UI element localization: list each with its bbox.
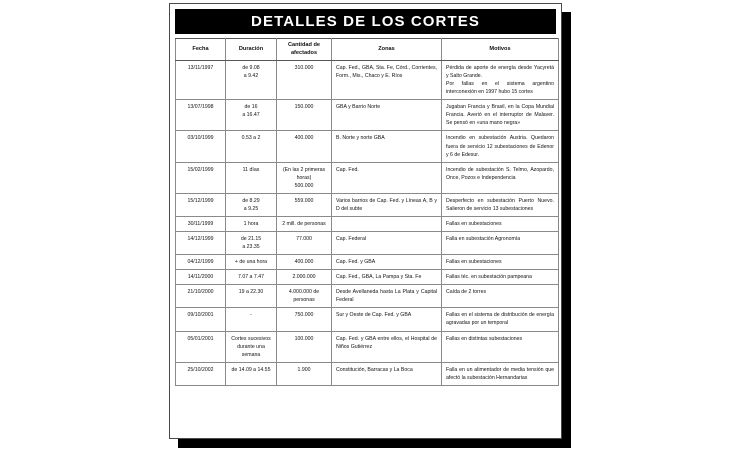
cell-fecha: 14/11/2000 [176,270,226,285]
table-row [176,131,559,162]
cell-fecha: 09/10/2001 [176,308,226,331]
cell-motivos: Fallas téc. en subestación pampeana [442,270,559,285]
cell-cantidad: 2 mill. de personas [277,216,332,231]
cell-duracion: de 9.08 a 9.42 [226,61,277,100]
cell-motivos: Incendio de subestación S. Telmo, Azopardo, Once, Pozos e Independencia [442,162,559,193]
table-body [176,61,559,386]
cell-cantidad: 559.000 [277,193,332,216]
cell-cantidad: 150.000 [277,100,332,131]
column-header-motivos: Motivos [442,39,559,61]
table-row [176,362,559,385]
cell-motivos: Falla en un alimentador de media tensión que afectó la subestación Hernandarias [442,362,559,385]
cell-cantidad: 4.000.000 de personas [277,285,332,308]
table-row [176,100,559,131]
cell-motivos: Falla en subestación Agronomía [442,232,559,255]
cell-zonas: B. Norte y norte GBA [332,131,442,162]
cell-duracion: + de una hora [226,255,277,270]
cell-cantidad: 310.000 [277,61,332,100]
cell-zonas: Cap. Fed. [332,162,442,193]
cell-duracion: de 16 a 16.47 [226,100,277,131]
table-row [176,331,559,362]
cell-zonas: Varios barrios de Cap. Fed. y Líneas A, B y D del subte [332,193,442,216]
cell-cantidad: 1.900 [277,362,332,385]
cell-fecha: 03/10/1999 [176,131,226,162]
cell-duracion: de 14.09 a 14.55 [226,362,277,385]
table-row [176,61,559,100]
cell-zonas: Constitución, Barracas y La Boca [332,362,442,385]
cell-zonas: Cap. Fed., GBA, La Pampa y Sta. Fe [332,270,442,285]
table-header [176,39,559,61]
cell-zonas: GBA y Barrio Norte [332,100,442,131]
cell-fecha: 04/12/1999 [176,255,226,270]
column-header-zonas: Zonas [332,39,442,61]
cell-zonas: Cap. Federal [332,232,442,255]
cell-fecha: 14/12/1999 [176,232,226,255]
cell-motivos: Fallas en subestaciones [442,255,559,270]
cell-zonas: Cap. Fed. y GBA [332,255,442,270]
cell-fecha: 15/02/1999 [176,162,226,193]
table-frame [169,3,562,439]
cell-zonas: Sur y Oeste de Cap. Fed. y GBA [332,308,442,331]
column-header-duracion: Duración [226,39,277,61]
cell-fecha: 13/07/1998 [176,100,226,131]
cell-duracion: 19 a 22.30 [226,285,277,308]
cell-fecha: 05/01/2001 [176,331,226,362]
cell-motivos: Pérdida de aporte de energía desde Yacyretá y Salto Grande. Por fallas en el sistema argentino interconexión en 1997 hubo 15 cortes [442,61,559,100]
cell-zonas: Desde Avellaneda hasta La Plata y Capital Federal [332,285,442,308]
table-header-row [176,39,559,61]
title-banner [175,9,556,34]
cell-motivos: Jugaban Francia y Brasil, en la Copa Mundial Francia. Averió en el interruptor de Malaver. Se pensó en «una mano negra» [442,100,559,131]
column-header-cantidad: Cantidad de afectados [277,39,332,61]
cell-duracion: 0.53 a 2 [226,131,277,162]
cell-cantidad: (En las 2 primeras horas) 500.000 [277,162,332,193]
table-row [176,216,559,231]
cortes-table [175,38,559,386]
table-row [176,308,559,331]
cell-duracion: de 8.29 a 9.25 [226,193,277,216]
cell-zonas: Cap. Fed., GBA, Sta. Fe, Córd., Corrientes, Form., Mis., Chaco y E. Ríos [332,61,442,100]
table-row [176,232,559,255]
cell-duracion: 11 días [226,162,277,193]
table-row [176,255,559,270]
cell-motivos: Fallas en distintas subestaciones [442,331,559,362]
cell-duracion: 7.07 a 7.47 [226,270,277,285]
cell-fecha: 25/10/2002 [176,362,226,385]
cell-motivos: Fallas en subestaciones [442,216,559,231]
cell-cantidad: 2.000.000 [277,270,332,285]
cell-cantidad: 400.000 [277,255,332,270]
table-row [176,270,559,285]
page-title: DETALLES DE LOS CORTES [251,13,480,30]
cell-fecha: 13/11/1997 [176,61,226,100]
cell-duracion: de 21.15 a 23.35 [226,232,277,255]
cell-fecha: 30/11/1999 [176,216,226,231]
cell-zonas: Cap. Fed. y GBA entre ellos, el Hospital de Niños Gutiérrez [332,331,442,362]
cell-fecha: 21/10/2000 [176,285,226,308]
table-row [176,193,559,216]
cell-motivos: Incendio en subestación Austria. Quedaron fuera de servicio 12 subestaciones de Edenor y 6 de Edesur. [442,131,559,162]
cell-duracion: Cortes sucesivos durante una semana [226,331,277,362]
cell-motivos: Desperfecto en subestación Puerto Nuevo. Salieron de servicio 13 subestaciones [442,193,559,216]
table-row [176,162,559,193]
cell-zonas [332,216,442,231]
cell-cantidad: 100.000 [277,331,332,362]
cell-cantidad: 750.000 [277,308,332,331]
cell-duracion: 1 hora [226,216,277,231]
cell-cantidad: 400.000 [277,131,332,162]
cell-fecha: 15/12/1999 [176,193,226,216]
column-header-fecha: Fecha [176,39,226,61]
cell-cantidad: 77.000 [277,232,332,255]
cell-motivos: Fallas en el sistema de distribución de energía agravadas por un temporal [442,308,559,331]
cell-duracion: - [226,308,277,331]
table-row [176,285,559,308]
cell-motivos: Caída de 2 torres [442,285,559,308]
